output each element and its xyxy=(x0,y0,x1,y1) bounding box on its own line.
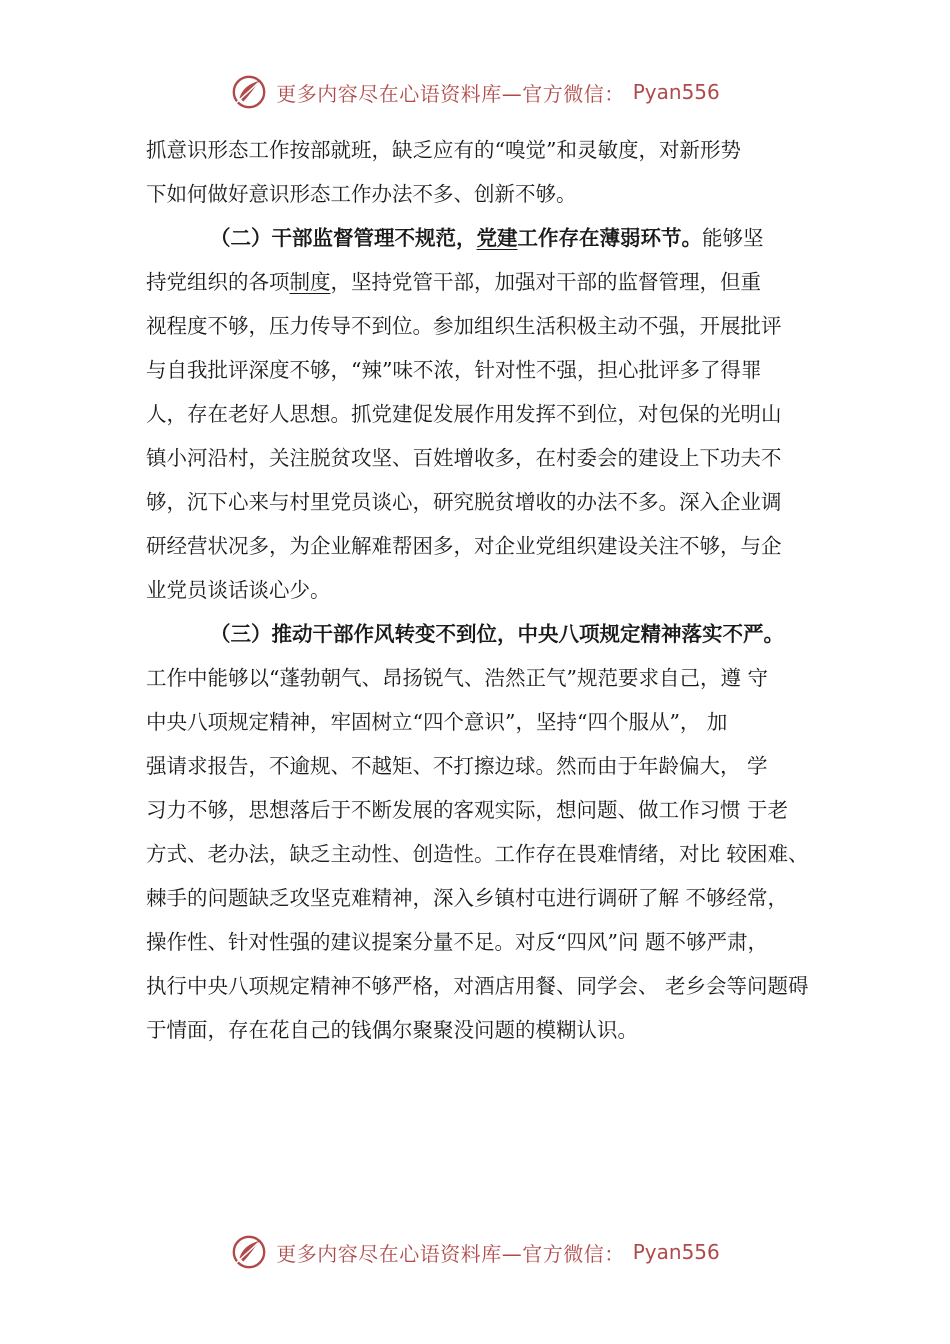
text-line: 工作中能够以“蓬勃朝气、昂扬锐气、浩然正气”规范要求自己，遵 守 xyxy=(146,666,768,690)
text-line: 抓意识形态工作按部就班，缺乏应有的“嗅觉”和灵敏度，对新形势 xyxy=(146,138,741,162)
text-line: 视程度不够，压力传导不到位。参加组织生活积极主动不强，开展批评 xyxy=(146,314,782,338)
section-2-heading-post: 工作存在薄弱环节。 xyxy=(517,226,702,250)
section-2-heading-underlined: 党建 xyxy=(476,226,518,250)
brand-logo-icon xyxy=(230,1233,268,1271)
watermark-wechat-id: Pyan556 xyxy=(632,80,720,104)
section-2-line2-underlined: 制度 xyxy=(289,270,331,294)
brand-logo-icon xyxy=(230,73,268,111)
text-line: 业党员谈话谈心少。 xyxy=(146,578,331,602)
text-line: 方式、老办法，缺乏主动性、创造性。工作存在畏难情绪，对比 较困难、 xyxy=(146,842,809,866)
text-line: 够，沉下心来与村里党员谈心，研究脱贫增收的办法不多。深入企业调 xyxy=(146,490,782,514)
text-line xyxy=(146,260,826,304)
text-line: 研经营状况多，为企业解难帮困多，对企业党组织建设关注不够，与企 xyxy=(146,534,782,558)
text-line: 操作性、针对性强的建议提案分量不足。对反“四风”问 题不够严肃， xyxy=(146,930,768,954)
watermark-text: 更多内容尽在心语资料库—官方微信： xyxy=(276,81,625,106)
watermark-wechat-id: Pyan556 xyxy=(632,1240,720,1264)
header-watermark xyxy=(0,72,950,112)
footer-watermark xyxy=(0,1232,950,1272)
text-line: 中央八项规定精神，牢固树立“四个意识”，坚持“四个服从”， 加 xyxy=(146,710,728,734)
section-3-heading: （三）推动干部作风转变不到位，中央八项规定精神落实不严。 xyxy=(210,622,784,646)
section-2-line2-pre: 持党组织的各项 xyxy=(146,270,290,294)
text-line: 执行中央八项规定精神不够严格，对酒店用餐、同学会、 老乡会等问题碍 xyxy=(146,974,809,998)
text-line: 习力不够，思想落后于不断发展的客观实际，想问题、做工作习惯 于老 xyxy=(146,798,789,822)
text-line: 于情面，存在花自己的钱偶尔聚聚没问题的模糊认识。 xyxy=(146,1018,638,1042)
section-2-heading-pre: （二）干部监督管理不规范， xyxy=(210,226,477,250)
section-2-first-line-tail: 能够坚 xyxy=(702,226,764,250)
watermark-text: 更多内容尽在心语资料库—官方微信： xyxy=(276,1241,625,1266)
section-2-heading-line xyxy=(146,216,826,260)
section-2-line2-post: ，坚持党管干部，加强对干部的监督管理，但重 xyxy=(330,270,761,294)
text-line: 人，存在老好人思想。抓党建促发展作用发挥不到位，对包保的光明山 xyxy=(146,402,782,426)
document-body xyxy=(146,128,826,1052)
text-line: 下如何做好意识形态工作办法不多、创新不够。 xyxy=(146,182,577,206)
text-line: 与自我批评深度不够，“辣”味不浓，针对性不强，担心批评多了得罪 xyxy=(146,358,762,382)
text-line: 棘手的问题缺乏攻坚克难精神，深入乡镇村屯进行调研了解 不够经常， xyxy=(146,886,789,910)
text-line: 强请求报告，不逾规、不越矩、不打擦边球。然而由于年龄偏大， 学 xyxy=(146,754,768,778)
text-line: 镇小河沿村，关注脱贫攻坚、百姓增收多，在村委会的建设上下功夫不 xyxy=(146,446,782,470)
